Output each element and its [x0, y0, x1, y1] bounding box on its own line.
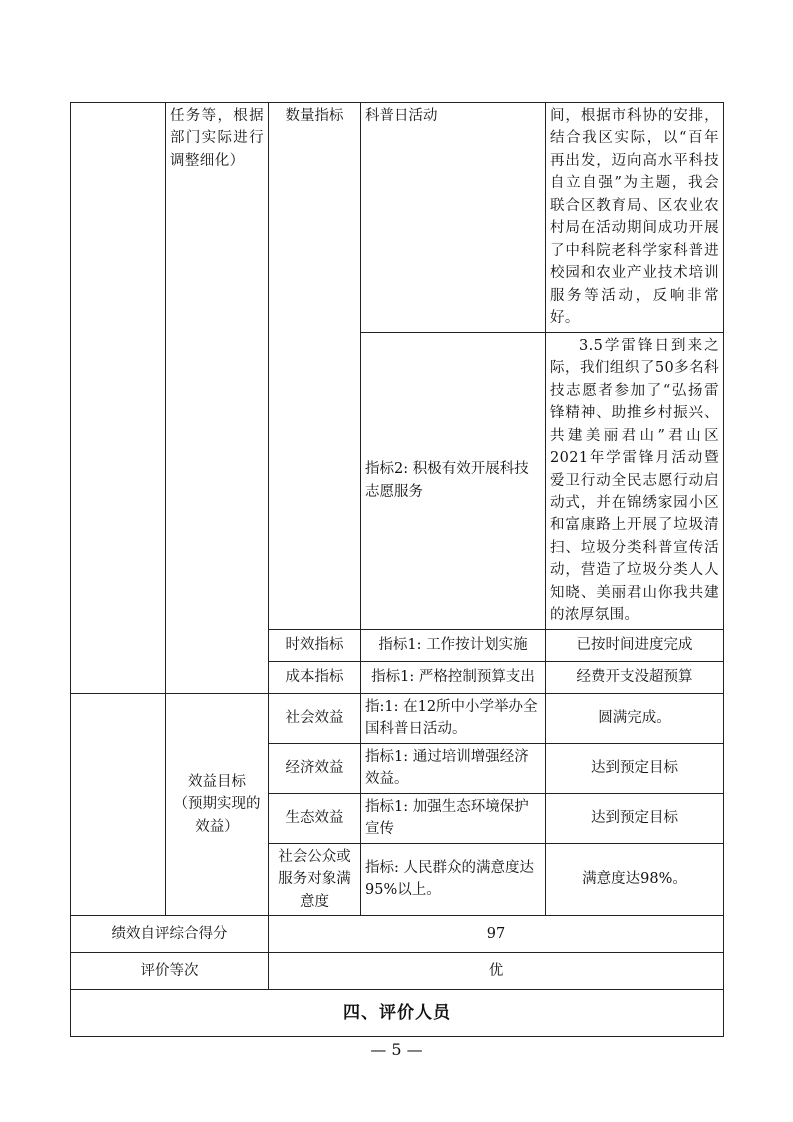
table-row — [71, 693, 724, 743]
ecological-result: 达到预定目标 — [546, 793, 724, 843]
score-label: 绩效自评综合得分 — [71, 916, 269, 953]
table-row — [71, 103, 724, 333]
satisfaction-result: 满意度达98%。 — [546, 843, 724, 915]
quantity-label-cell: 数量指标 — [269, 103, 361, 630]
ecological-indicator: 指标1: 加强生态环境保护宣传 — [361, 793, 546, 843]
grade-value: 优 — [269, 953, 724, 990]
first-column-cell — [71, 693, 166, 915]
social-indicator: 指:1: 在12所中小学举办全国科普日活动。 — [361, 693, 546, 743]
social-result: 圆满完成。 — [546, 693, 724, 743]
table-row — [71, 990, 724, 1037]
quantity-result-2: 3.5学雷锋日到来之际，我们组织了50多名科技志愿者参加了“弘扬雷锋精神、助推乡村振兴、共建美丽君山”君山区2021年学雷锋月活动暨爱卫行动全民志愿行动启动式，并在锦绣家园小区和富康路上开展了垃圾清扫、垃圾分类科普宣传活动，营造了垃圾分类人人知晓、美丽君山你我共建的浓厚氛围。 — [546, 332, 724, 629]
ecological-label: 生态效益 — [269, 793, 361, 843]
satisfaction-label: 社会公众或服务对象满意度 — [269, 843, 361, 915]
cost-result: 经费开支没超预算 — [546, 661, 724, 693]
timeliness-indicator: 指标1: 工作按计划实施 — [361, 629, 546, 661]
section-title: 四、评价人员 — [71, 990, 724, 1037]
cost-indicator: 指标1: 严格控制预算支出 — [361, 661, 546, 693]
first-column-cell — [71, 103, 166, 694]
page-number: — 5 — — [370, 1040, 423, 1059]
table-row — [71, 916, 724, 953]
timeliness-result: 已按时间进度完成 — [546, 629, 724, 661]
social-label: 社会效益 — [269, 693, 361, 743]
economic-result: 达到预定目标 — [546, 743, 724, 793]
evaluation-table — [70, 102, 724, 1037]
quantity-result-1: 间，根据市科协的安排，结合我区实际，以“百年再出发，迈向高水平科技自立自强”为主题，我会联合区教育局、区农业农村局在活动期间成功开展了中科院老科学家科普进校园和农业产业技术培训服务等活动，反响非常好。 — [546, 103, 724, 333]
quantity-indicator-1: 科普日活动 — [361, 103, 546, 333]
quantity-indicator-2: 指标2: 积极有效开展科技志愿服务 — [361, 332, 546, 629]
goal-note-cell: 任务等，根据部门实际进行调整细化） — [166, 103, 269, 694]
table-row — [71, 953, 724, 990]
economic-indicator: 指标1: 通过培训增强经济效益。 — [361, 743, 546, 793]
cost-label: 成本指标 — [269, 661, 361, 693]
timeliness-label: 时效指标 — [269, 629, 361, 661]
economic-label: 经济效益 — [269, 743, 361, 793]
satisfaction-indicator: 指标: 人民群众的满意度达95%以上。 — [361, 843, 546, 915]
score-value: 97 — [269, 916, 724, 953]
benefit-label-cell: 效益目标 （预期实现的效益） — [166, 693, 269, 915]
grade-label: 评价等次 — [71, 953, 269, 990]
